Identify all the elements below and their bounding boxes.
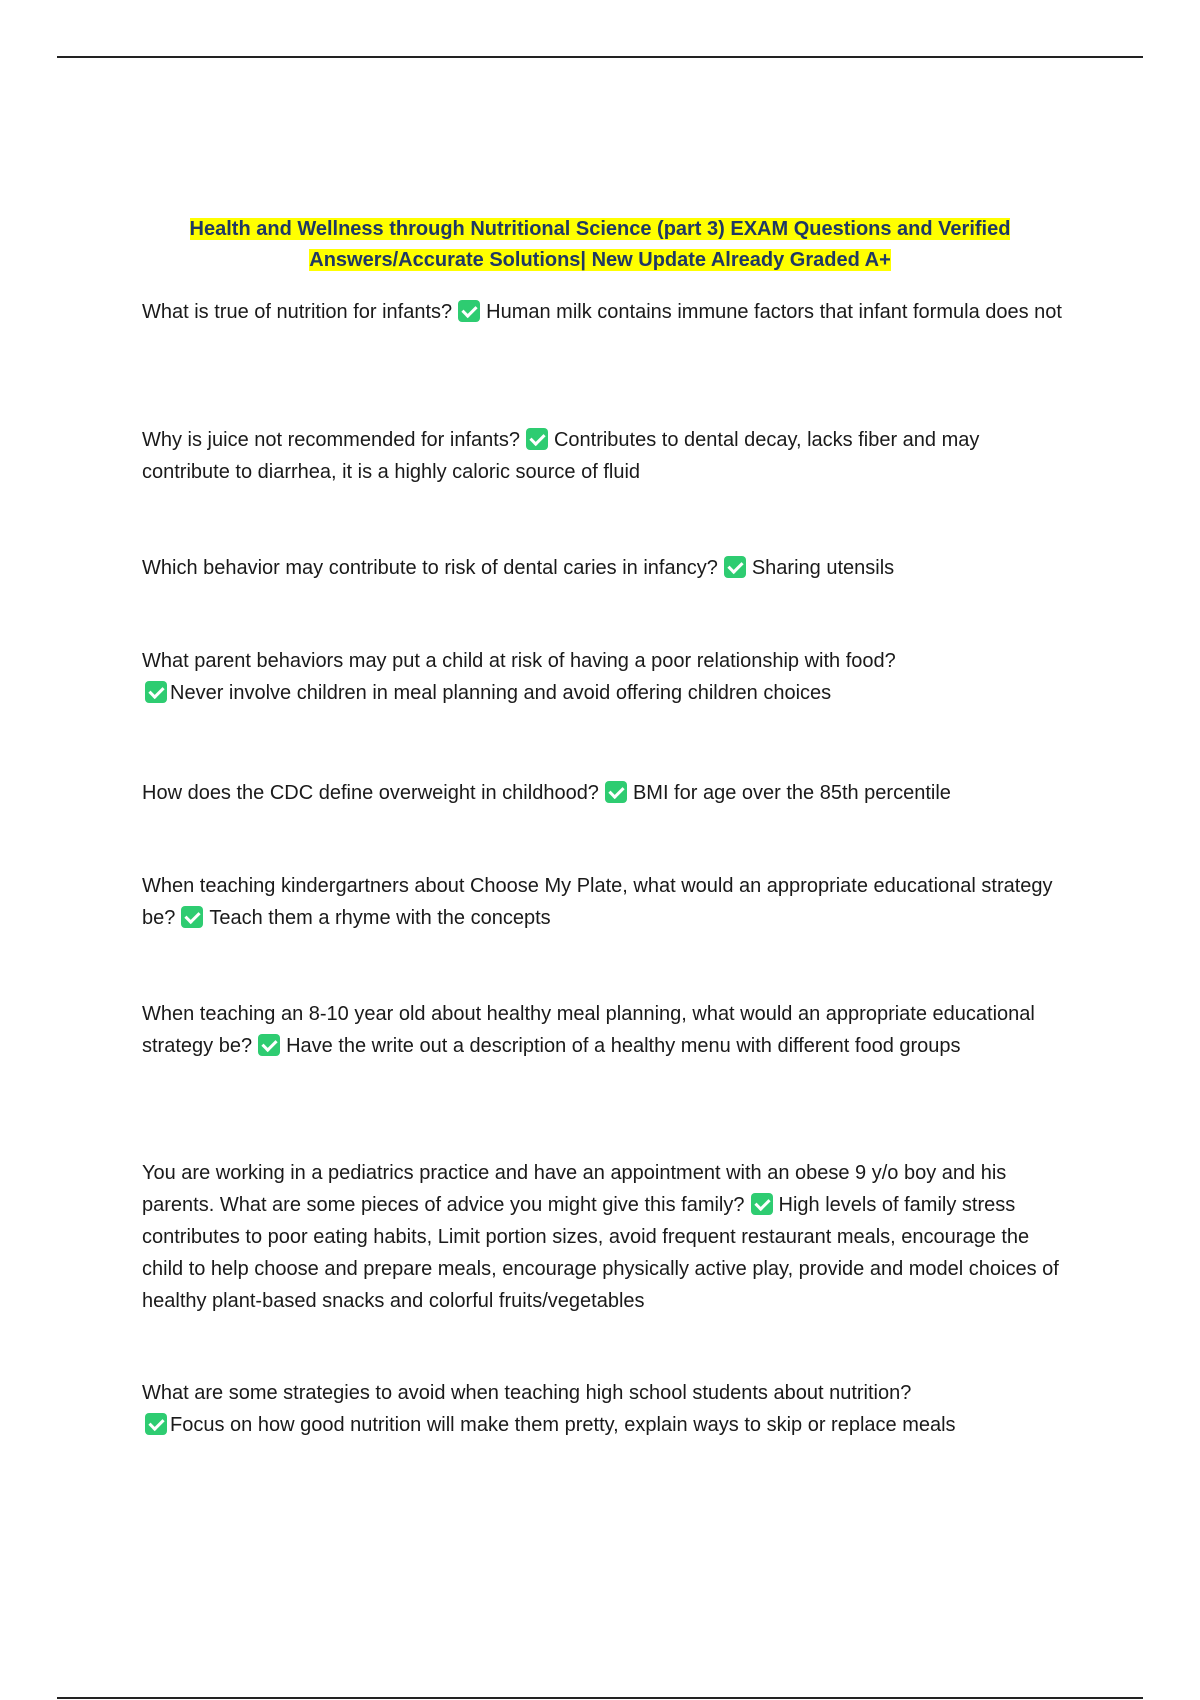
document-title [130,214,1070,276]
check-mark-icon [258,1034,280,1056]
bottom-divider [57,1697,1143,1699]
check-mark-icon [724,556,746,578]
answer-text: Focus on how good nutrition will make them pretty, explain ways to skip or replace meals [170,1414,956,1436]
check-mark-icon [145,1413,167,1435]
answer-text: BMI for age over the 85th percentile [632,782,951,804]
question-text: What are some strategies to avoid when teaching high school students about nutrition? [142,1382,912,1404]
question-text: Why is juice not recommended for infants? [142,429,520,451]
answer-text: Sharing utensils [751,557,895,579]
qa-item-1 [142,296,1062,328]
qa-item-6 [142,870,1062,934]
answer-text: Contributes to dental decay, lacks fiber and may contribute to diarrhea, it is a highly caloric source of fluid [142,429,980,483]
question-text: What is true of nutrition for infants? [142,301,453,323]
document-title-text: Health and Wellness through Nutritional Science (part 3) EXAM Questions and Verified Answers/Accurate Solutions| New Update Already Graded A+ [189,218,1011,271]
check-mark-icon [526,428,548,450]
answer-text: Teach them a rhyme with the concepts [209,907,551,929]
qa-item-5 [142,777,1062,809]
question-text: When teaching kindergartners about Choose My Plate, what would an appropriate educational strategy be? [142,875,1053,929]
question-text: When teaching an 8-10 year old about healthy meal planning, what would an appropriate educational strategy be? [142,1003,1035,1057]
answer-text: High levels of family stress contributes to poor eating habits, Limit portion sizes, avoid frequent restaurant meals, encourage the child to help choose and prepare meals, encourage physically active play, provide and model choices of healthy plant-based snacks and colorful fruits/vegetables [142,1194,1059,1312]
question-text: Which behavior may contribute to risk of dental caries in infancy? [142,557,718,579]
answer-text: Never involve children in meal planning and avoid offering children choices [170,682,832,704]
answer-text: Have the write out a description of a healthy menu with different food groups [286,1035,961,1057]
answer-text: Human milk contains immune factors that infant formula does not [486,301,1062,323]
check-mark-icon [605,781,627,803]
qa-item-2 [142,424,1062,488]
qa-item-8 [142,1157,1062,1317]
check-mark-icon [181,906,203,928]
top-divider [57,56,1143,58]
qa-item-7 [142,998,1062,1062]
question-text: What parent behaviors may put a child at risk of having a poor relationship with food? [142,650,896,672]
question-text: You are working in a pediatrics practice and have an appointment with an obese 9 y/o boy and his parents. What are some pieces of advice you might give this family? [142,1162,1007,1216]
check-mark-icon [751,1193,773,1215]
check-mark-icon [145,681,167,703]
qa-item-9 [142,1377,1062,1441]
check-mark-icon [458,300,480,322]
question-text: How does the CDC define overweight in childhood? [142,782,599,804]
qa-item-4 [142,645,1062,709]
qa-item-3 [142,552,1062,584]
